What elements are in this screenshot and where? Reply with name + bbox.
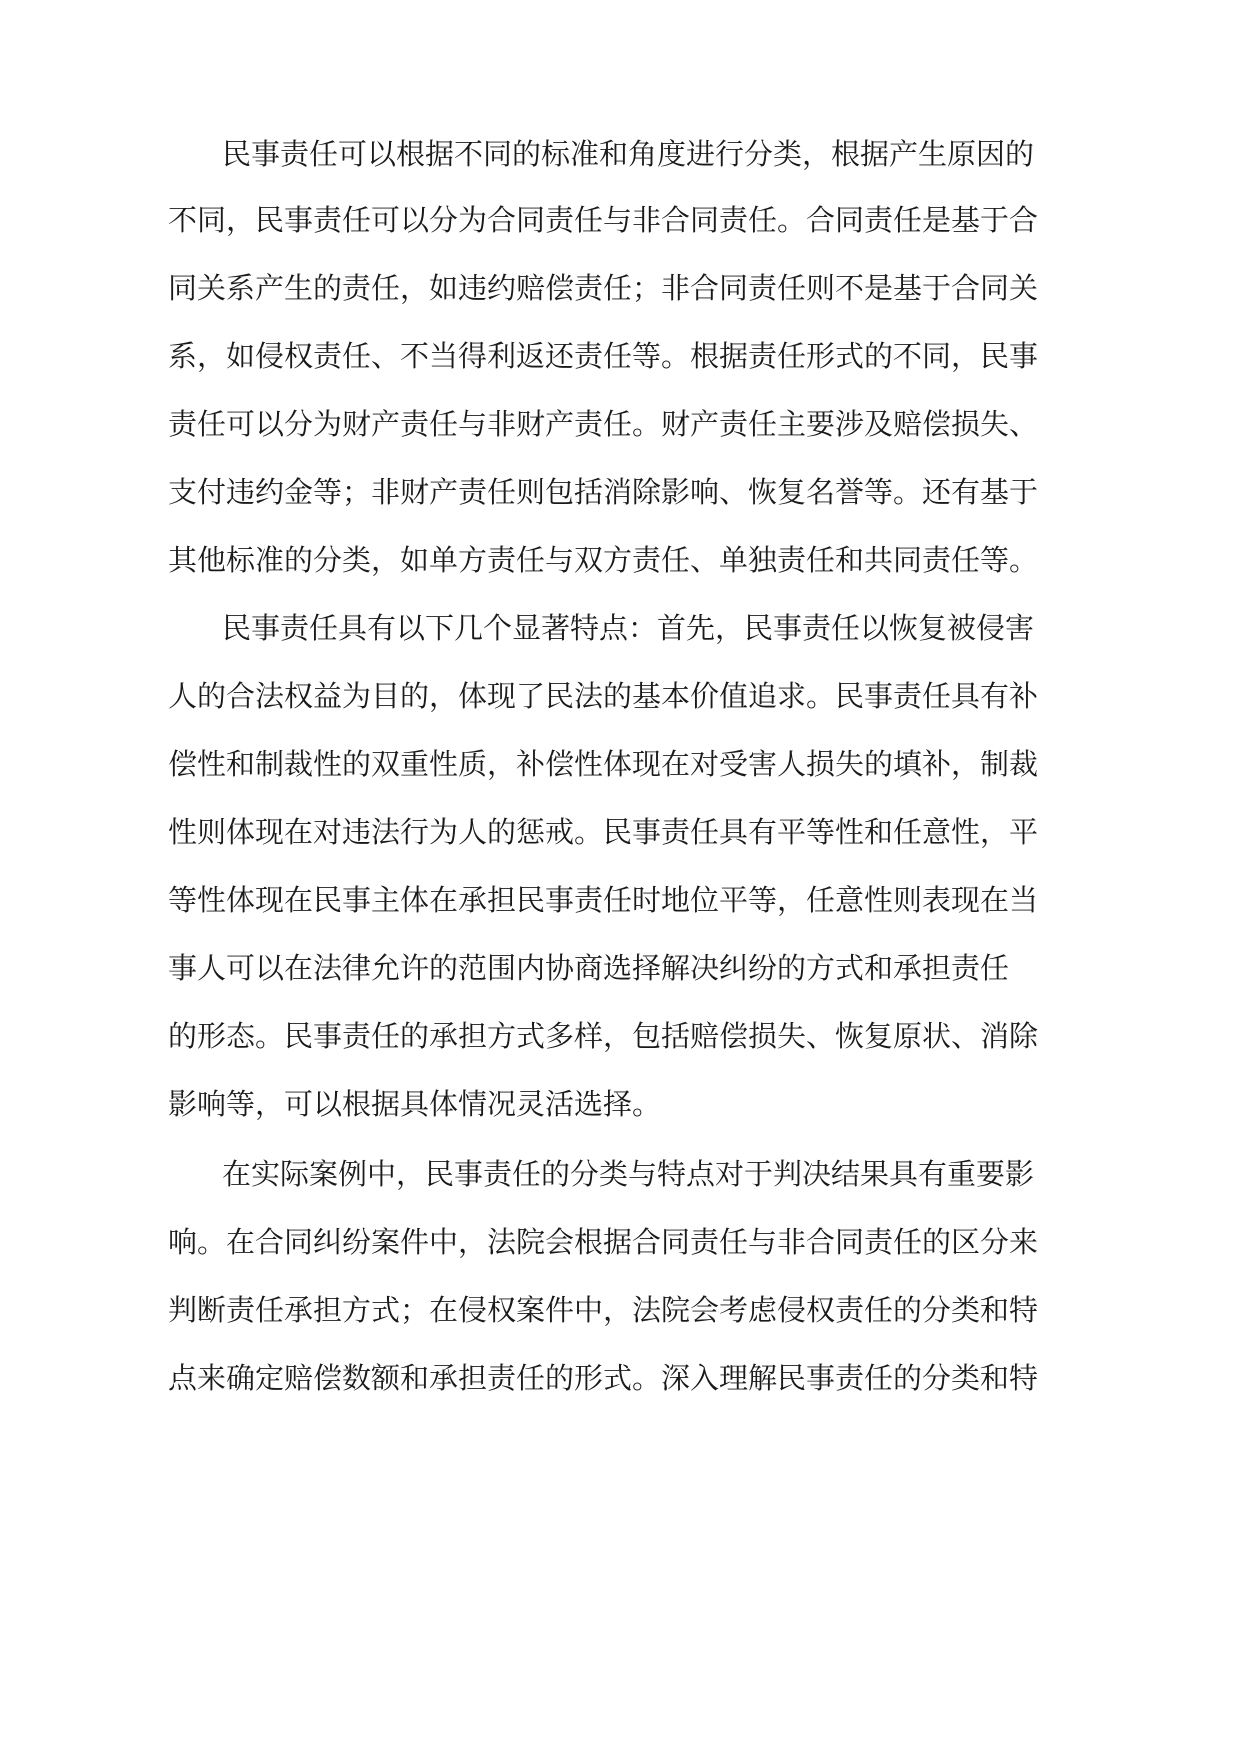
text-line: 影响等，可以根据具体情况灵活选择。 (168, 1087, 662, 1121)
text-line: 民事责任具有以下几个显著特点：首先，民事责任以恢复被侵害 (222, 611, 1035, 645)
text-line: 民事责任可以根据不同的标准和角度进行分类，根据产生原因的 (222, 137, 1035, 171)
text-line: 系，如侵权责任、不当得利返还责任等。根据责任形式的不同，民事 (168, 339, 1039, 373)
text-line: 不同，民事责任可以分为合同责任与非合同责任。合同责任是基于合 (168, 203, 1039, 237)
text-line: 人的合法权益为目的，体现了民法的基本价值追求。民事责任具有补 (168, 679, 1039, 713)
text-line: 等性体现在民事主体在承担民事责任时地位平等，任意性则表现在当 (168, 883, 1039, 917)
text-line: 判断责任承担方式；在侵权案件中，法院会考虑侵权责任的分类和特 (168, 1293, 1039, 1327)
text-line: 事人可以在法律允许的范围内协商选择解决纠纷的方式和承担责任 (168, 951, 1010, 985)
text-line: 在实际案例中，民事责任的分类与特点对于判决结果具有重要影 (222, 1157, 1035, 1191)
text-line: 响。在合同纠纷案件中，法院会根据合同责任与非合同责任的区分来 (168, 1225, 1039, 1259)
text-line: 同关系产生的责任，如违约赔偿责任；非合同责任则不是基于合同关 (168, 271, 1039, 305)
text-line: 其他标准的分类，如单方责任与双方责任、单独责任和共同责任等。 (168, 543, 1039, 577)
text-line: 支付违约金等；非财产责任则包括消除影响、恢复名誉等。还有基于 (168, 475, 1039, 509)
text-line: 偿性和制裁性的双重性质，补偿性体现在对受害人损失的填补，制裁 (168, 747, 1039, 781)
text-line: 的形态。民事责任的承担方式多样，包括赔偿损失、恢复原状、消除 (168, 1019, 1039, 1053)
text-line: 点来确定赔偿数额和承担责任的形式。深入理解民事责任的分类和特 (168, 1361, 1039, 1395)
text-line: 责任可以分为财产责任与非财产责任。财产责任主要涉及赔偿损失、 (168, 407, 1039, 441)
text-line: 性则体现在对违法行为人的惩戒。民事责任具有平等性和任意性，平 (168, 815, 1039, 849)
